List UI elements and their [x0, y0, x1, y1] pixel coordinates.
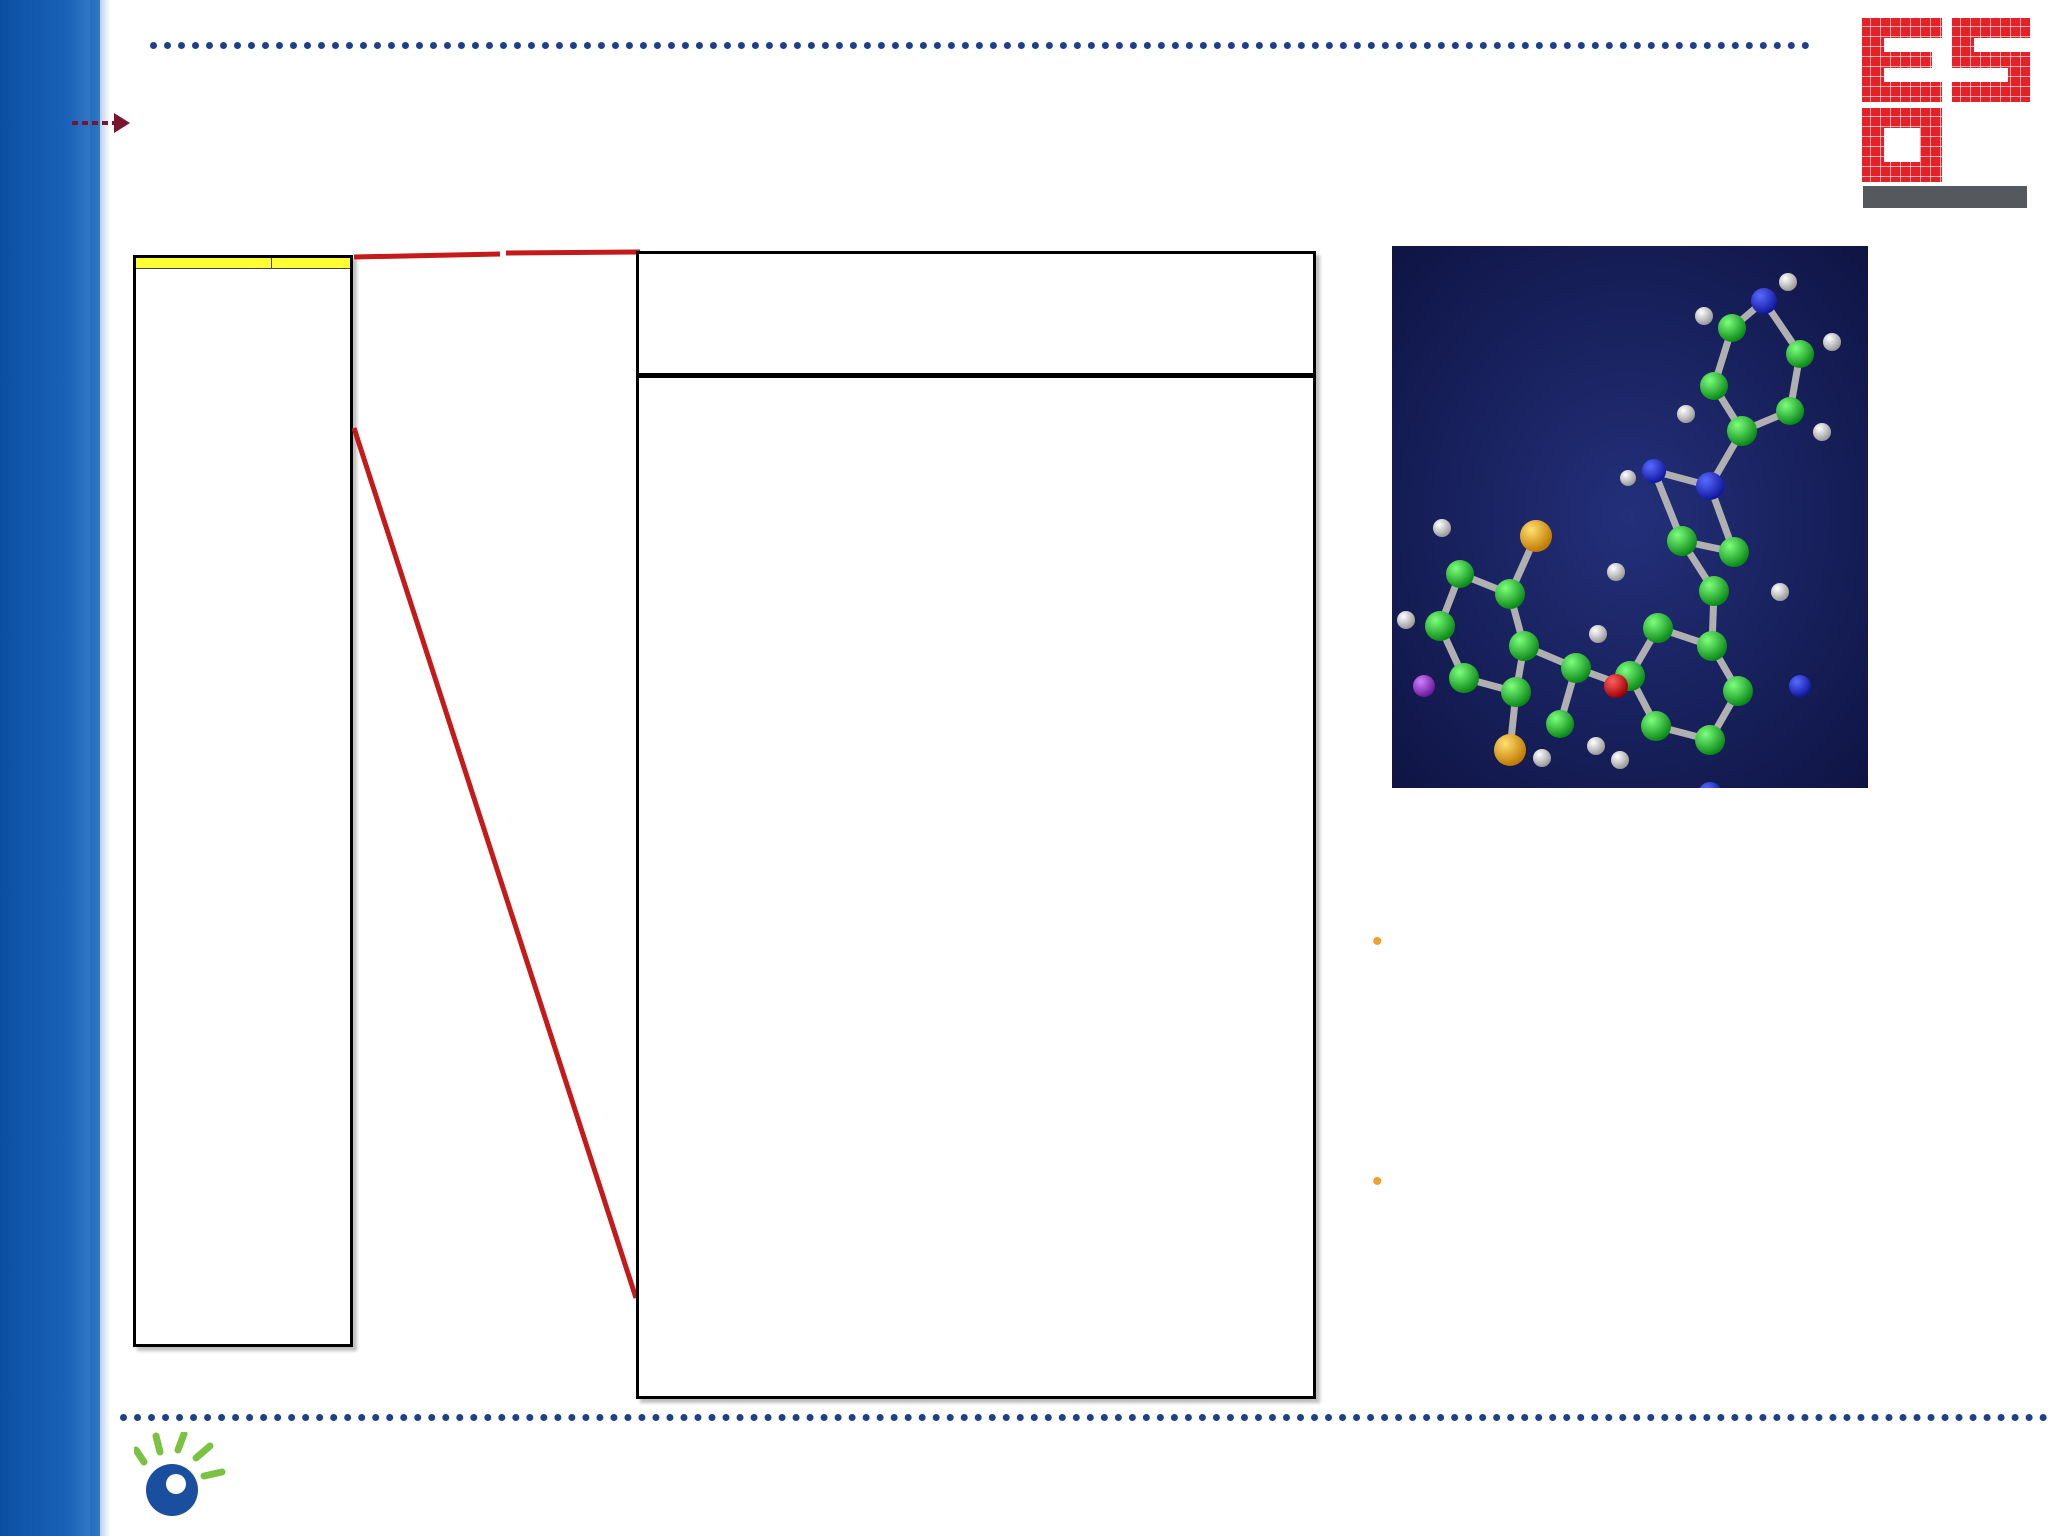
- gustave-roussy-logo-icon: [134, 1432, 574, 1532]
- ic50-selectivity-table: [636, 251, 1316, 1399]
- left-blue-band: [0, 0, 100, 1536]
- header-kinase: [639, 254, 865, 378]
- title-arrow-icon: [72, 108, 130, 138]
- bottom-dotted-rule: [120, 1414, 2048, 1421]
- zoom-connector-lines: [340, 248, 650, 1308]
- crizotinib-molecule-image: [1392, 246, 1868, 788]
- ic50-table-header: [639, 254, 1313, 378]
- kinase-inhibition-table: [133, 255, 353, 1347]
- kinase-table-header: [136, 258, 350, 269]
- bullet-icon: •: [1372, 925, 1383, 958]
- bullet-icon: •: [1372, 1165, 1383, 1198]
- eso-logo-icon: [1860, 16, 2040, 212]
- eso-tagline: [1863, 186, 2027, 208]
- header-ic50: [865, 254, 1089, 378]
- header-selectivity: [1089, 254, 1313, 378]
- top-dotted-rule: [150, 42, 1810, 49]
